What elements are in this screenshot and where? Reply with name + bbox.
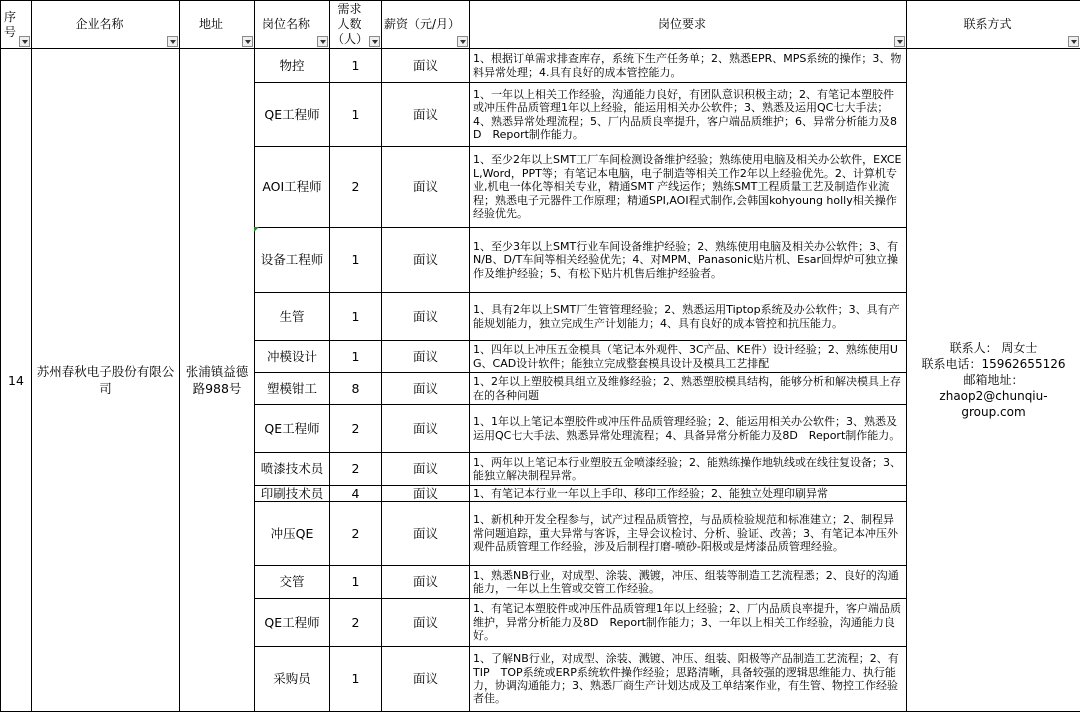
- count-cell[interactable]: 8: [330, 373, 382, 405]
- comment-marker-icon: [254, 227, 259, 232]
- requirement-cell[interactable]: 1、四年以上冲压五金模具（笔记本外观件、3C产品、KE件）设计经验；2、熟练使用UG、CAD设计软件；能独立完成整套模具设计及模具工艺排配: [470, 341, 907, 373]
- position-cell[interactable]: 塑模钳工: [255, 373, 330, 405]
- count-cell[interactable]: 1: [330, 83, 382, 147]
- salary-cell[interactable]: 面议: [382, 453, 470, 486]
- filter-dropdown-icon[interactable]: [1068, 36, 1079, 47]
- salary-cell[interactable]: 面议: [382, 486, 470, 502]
- filter-dropdown-icon[interactable]: [242, 36, 253, 47]
- position-cell[interactable]: 设备工程师: [255, 228, 330, 293]
- count-cell[interactable]: 1: [330, 293, 382, 341]
- position-cell[interactable]: 采购员: [255, 647, 330, 712]
- position-cell[interactable]: 冲压QE: [255, 502, 330, 566]
- requirement-cell[interactable]: 1、了解NB行业，对成型、涂装、溅镀、冲压、组装、阳极等产品制造工艺流程；2、有TIP TOP系统或ERP系统软件操作经验；思路清晰，具备较强的逻辑思维能力、执行能力，协调沟通能力；3、熟悉厂商生产计划达成及工单结案作业，有生管、物控工作经验者佳。: [470, 647, 907, 712]
- position-cell[interactable]: 生管: [255, 293, 330, 341]
- requirement-cell[interactable]: 1、新机种开发全程参与，试产过程品质管控，与品质检验规范和标准建立；2、制程异常问题追踪，重大异常与客诉，主导会议检讨、分析、验证、改善；3、有笔记本冲压外观件品质管理工作经验，涉及后制程打磨-喷砂-阳极或是烤漆品质管理经验。: [470, 502, 907, 566]
- position-cell[interactable]: 交管: [255, 566, 330, 599]
- salary-cell[interactable]: 面议: [382, 147, 470, 228]
- count-cell[interactable]: 1: [330, 647, 382, 712]
- count-cell[interactable]: 4: [330, 486, 382, 502]
- requirement-cell[interactable]: 1、至少3年以上SMT行业车间设备维护经验；2、熟练使用电脑及相关办公软件；3、有N/B、D/T车间等相关经验优先；4、对MPM、Panasonic贴片机、Esar回焊炉可独立操作及维护经验；5、有松下贴片机售后维护经验者。: [470, 228, 907, 293]
- header-company: 企业名称: [32, 1, 180, 49]
- address-cell[interactable]: 张浦镇益德路988号: [180, 49, 255, 712]
- salary-cell[interactable]: 面议: [382, 341, 470, 373]
- salary-cell[interactable]: 面议: [382, 373, 470, 405]
- position-cell[interactable]: AOI工程师: [255, 147, 330, 228]
- salary-cell[interactable]: 面议: [382, 647, 470, 712]
- requirement-cell[interactable]: 1、有笔记本行业一年以上手印、移印工作经验；2、能独立处理印刷异常: [470, 486, 907, 502]
- header-address: 地址: [180, 1, 255, 49]
- header-contact: 联系方式: [907, 1, 1080, 49]
- requirement-cell[interactable]: 1、至少2年以上SMT工厂车间检测设备维护经验；熟练使用电脑及相关办公软件，EXCEL,Word，PPT等；有笔记本电脑，电子制造等相关工作2年以上经验优先。2、计算机专业,机电一体化等相关专业，精通SMT 产线运作；熟练SMT工程质量工艺及制造作业流程；熟悉电子元器件工作原理；精通SPI,AOI程式制作,会韩国kohyoung holly相关操作经验优先。: [470, 147, 907, 228]
- position-cell[interactable]: 冲模设计: [255, 341, 330, 373]
- header-row: [1, 1, 1080, 49]
- salary-cell[interactable]: 面议: [382, 566, 470, 599]
- position-cell[interactable]: 物控: [255, 49, 330, 83]
- header-seq: 序号: [1, 1, 32, 49]
- requirement-cell[interactable]: 1、根据订单需求排查库存，系统下生产任务单；2、熟悉EPR、MPS系统的操作；3、物料异常处理；4.具有良好的成本管控能力。: [470, 49, 907, 83]
- company-cell[interactable]: 苏州春秋电子股份有限公司: [32, 49, 180, 712]
- filter-dropdown-icon[interactable]: [317, 36, 328, 47]
- count-cell[interactable]: 2: [330, 453, 382, 486]
- header-salary: 薪资（元/月）: [382, 1, 470, 49]
- header-requirements: 岗位要求: [470, 1, 907, 49]
- requirement-cell[interactable]: 1、熟悉NB行业，对成型、涂装、溅镀，冲压、组装等制造工艺流程悉；2、良好的沟通能力，一年以上生管或交管工作经验。: [470, 566, 907, 599]
- count-cell[interactable]: 2: [330, 502, 382, 566]
- salary-cell[interactable]: 面议: [382, 502, 470, 566]
- filter-dropdown-icon[interactable]: [369, 36, 380, 47]
- contact-email-label: 邮箱地址：: [909, 372, 1078, 388]
- position-cell[interactable]: QE工程师: [255, 405, 330, 453]
- requirement-cell[interactable]: 1、2年以上塑胶模具组立及维修经验；2、熟悉塑胶模具结构，能够分析和解决模具上存在的各种问题: [470, 373, 907, 405]
- filter-dropdown-icon[interactable]: [894, 36, 905, 47]
- requirement-cell[interactable]: 1、两年以上笔记本行业塑胶五金喷漆经验；2、能熟练操作地轨线或在线往复设备；3、能独立解决制程异常。: [470, 453, 907, 486]
- count-cell[interactable]: 2: [330, 405, 382, 453]
- requirement-cell[interactable]: 1、有笔记本塑胶件或冲压件品质管理1年以上经验；2、厂内品质良率提升，客户端品质维护，异常分析能力及8D Report制作能力；3、一年以上相关工作经验，沟通能力良好。: [470, 599, 907, 647]
- position-cell[interactable]: QE工程师: [255, 83, 330, 147]
- seq-cell[interactable]: 14: [1, 49, 32, 712]
- requirement-cell[interactable]: 1、1年以上笔记本塑胶件或冲压件品质管理经验；2、能运用相关办公软件；3、熟悉及运用QC七大手法、熟悉异常处理流程；4、具备异常分析能力及8D Report制作能力。: [470, 405, 907, 453]
- header-count: 需求人数（人）: [330, 1, 382, 49]
- position-cell[interactable]: QE工程师: [255, 599, 330, 647]
- count-cell[interactable]: 2: [330, 599, 382, 647]
- requirement-cell[interactable]: 1、一年以上相关工作经验，沟通能力良好，有团队意识积极主动；2、有笔记本塑胶件或冲压件品质管理1年以上经验，能运用相关办公软件；3、熟悉及运用QC七大手法；4、熟悉异常处理流程；5、厂内品质良率提升，客户端品质维护；6、异常分析能力及8D Report制作能力。: [470, 83, 907, 147]
- count-cell[interactable]: 1: [330, 49, 382, 83]
- filter-dropdown-icon[interactable]: [19, 36, 30, 47]
- position-cell[interactable]: 喷漆技术员: [255, 453, 330, 486]
- salary-cell[interactable]: 面议: [382, 405, 470, 453]
- salary-cell[interactable]: 面议: [382, 228, 470, 293]
- contact-cell[interactable]: [907, 49, 1080, 712]
- salary-cell[interactable]: 面议: [382, 293, 470, 341]
- count-cell[interactable]: 1: [330, 566, 382, 599]
- requirement-cell[interactable]: 1、具有2年以上SMT厂生管管理经验；2、熟悉运用Tiptop系统及办公软件；3、具有产能规划能力，独立完成生产计划能力；4、具有良好的成本管控和抗压能力。: [470, 293, 907, 341]
- count-cell[interactable]: 2: [330, 147, 382, 228]
- salary-cell[interactable]: 面议: [382, 599, 470, 647]
- salary-cell[interactable]: 面议: [382, 83, 470, 147]
- table-row: [1, 49, 1080, 83]
- position-cell[interactable]: 印刷技术员: [255, 486, 330, 502]
- contact-person: 联系人： 周女士: [909, 340, 1078, 356]
- count-cell[interactable]: 1: [330, 341, 382, 373]
- filter-dropdown-icon[interactable]: [167, 36, 178, 47]
- filter-dropdown-icon[interactable]: [457, 36, 468, 47]
- salary-cell[interactable]: 面议: [382, 49, 470, 83]
- header-position: 岗位名称: [255, 1, 330, 49]
- contact-email: zhaop2@chunqiu-group.com: [909, 388, 1078, 420]
- contact-phone: 联系电话：15962655126: [909, 356, 1078, 372]
- count-cell[interactable]: 1: [330, 228, 382, 293]
